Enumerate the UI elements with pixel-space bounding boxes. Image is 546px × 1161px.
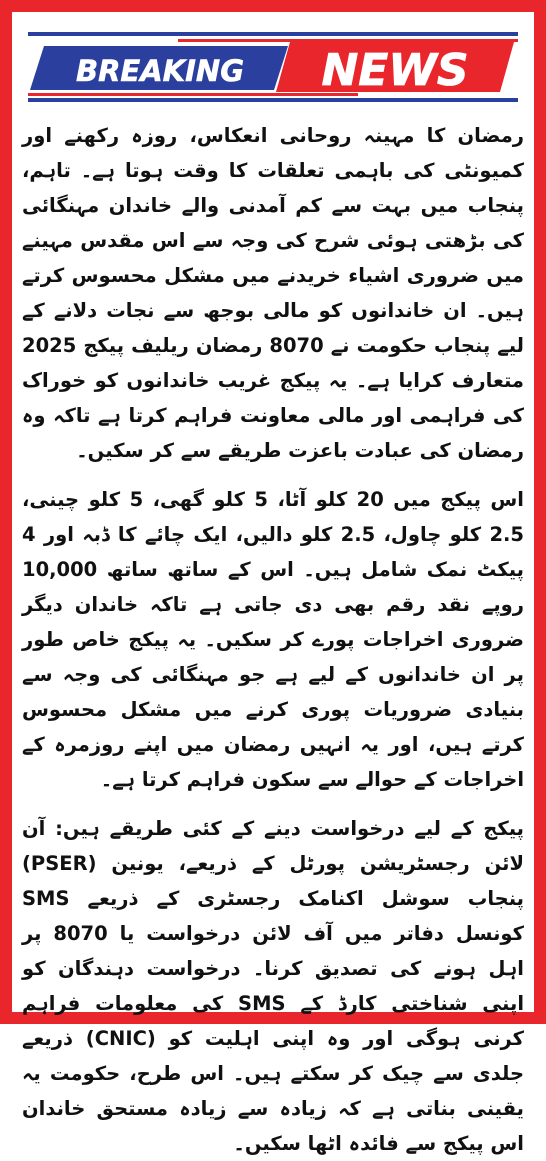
- breaking-word: BREAKING: [75, 54, 245, 88]
- news-word: NEWS: [321, 45, 469, 96]
- article-paragraph-3: پیکج کے لیے درخواست دینے کے کئی طریقے ہیں: آن لائن رجسٹریشن پورٹل کے ذریعے، یونین (PSER) پنجاب سوشل اکنامک رجسٹری کے ذریعے SMS کونسل دفاتر میں آف لائن درخواست یا 8070 پر اہل ہونے کی تصدیق کرنا۔ درخواست دہندگان کو اپنی شناختی کارڈ کے SMS کی معلومات فراہم کرنی ہوگی اور وہ اپنی اہلیت کو (CNIC) ذریعے جلدی سے چیک کر سکتے ہیں۔ اس طرح، حکومت یہ یقینی بناتی ہے کہ زیادہ سے زیادہ مستحق خاندان اس پیکج سے فائدہ اٹھا سکیں۔: [22, 817, 524, 1155]
- breaking-news-graphic: [28, 30, 518, 102]
- article-paragraph-1: رمضان کا مہینہ روحانی انعکاس، روزہ رکھنے اور کمیونٹی کی باہمی تعلقات کا وقت ہوتا ہے۔ تاہم، پنجاب میں بہت سے کم آمدنی والے خاندان مہنگائی کی بڑھتی ہوئی شرح کی وجہ سے اس مقدس مہینے میں ضروری اشیاء خریدنے میں مشکل محسوس کرتے ہیں۔ ان خاندانوں کو مالی بوجھ سے نجات دلانے کے لیے پنجاب حکومت نے 8070 رمضان ریلیف پیکج 2025 متعارف کرایا ہے۔ یہ پیکج غریب خاندانوں کو خوراک کی فراہمی اور مالی معاونت فراہم کرتا ہے تاکہ وہ رمضان کی عبادت باعزت طریقے سے کر سکیں۔: [22, 124, 524, 462]
- bottom-red-stripe: [28, 93, 358, 96]
- article-paragraph-2: اس پیکج میں 20 کلو آٹا، 5 کلو گھی، 5 کلو چینی، 2.5 کلو چاول، 2.5 کلو دالیں، ایک چائے کا ڈبہ اور 4 پیکٹ نمک شامل ہیں۔ اس کے ساتھ ساتھ 10,000 روپے نقد رقم بھی دی جاتی ہے تاکہ خاندان دیگر ضروری اخراجات پورے کر سکیں۔ یہ پیکج خاص طور پر ان خاندانوں کے لیے ہے جو مہنگائی کی وجہ سے بنیادی ضروریات پوری کرنے میں مشکل محسوس کرتے ہیں، اور یہ انہیں رمضان میں اپنے روزمرہ کے اخراجات کے حوالے سے سکون فراہم کرتا ہے۔: [22, 488, 524, 791]
- article-body: [22, 118, 524, 1155]
- top-blue-stripe: [28, 32, 518, 36]
- bottom-blue-stripe: [28, 98, 518, 102]
- top-red-stripe: [178, 39, 518, 42]
- breaking-news-banner: [28, 30, 518, 102]
